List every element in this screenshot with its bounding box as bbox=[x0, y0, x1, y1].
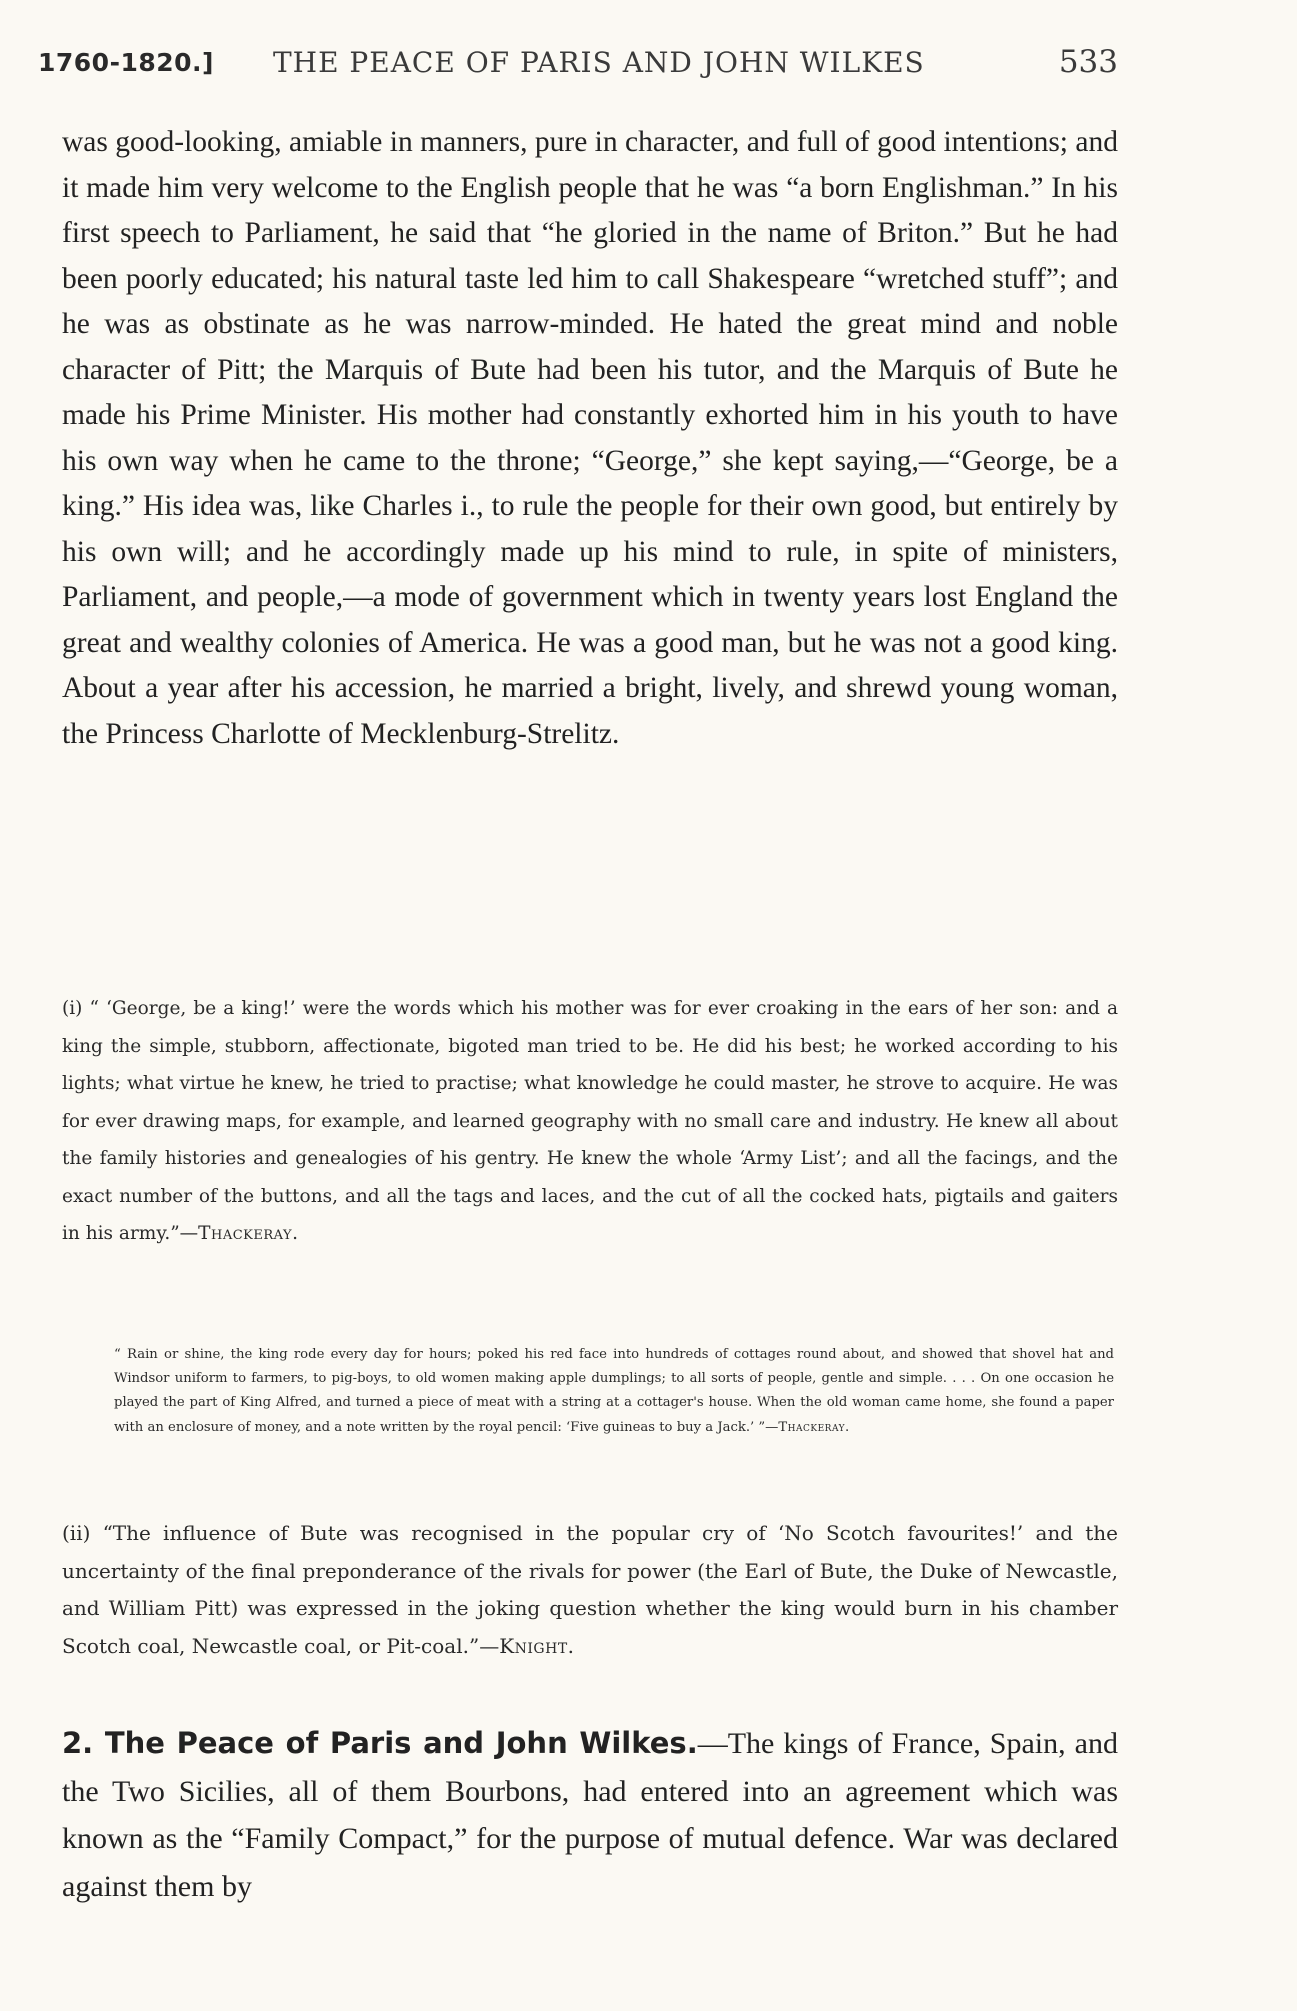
footnote-ii-author: Knight. bbox=[499, 1633, 575, 1658]
page-number: 533 bbox=[1058, 44, 1118, 80]
quote-text: “ Rain or shine, the king rode every day for hours; poked his red face into hundreds of cottages round about, and showed that shovel hat and Windsor uniform to farmers, to pig-boys, to old women making apple dumplings; to all sorts of people, gentle and simple. . . . On one occasion he played the part of King Alfred, and turned a piece of meat with a string at a cottager's house. When the old woman came home, she found a paper with an enclosure of money, and a note written by the royal pencil: ‘Five guineas to buy a Jack.’ ”— bbox=[114, 1347, 1114, 1435]
body-paragraph: was good-looking, amiable in manners, pure in character, and full of good intentions; and it made him very welcome to the English people that he was “a born Englishman.” In his first speech to Parliament, he said that “he gloried in the name of Briton.” But he had been poorly educated; his natural taste led him to call Shakespeare “wretched stuff”; and he was as obstinate as he was narrow-minded. He hated the great mind and noble character of Pitt; the Marquis of Bute had been his tutor, and the Marquis of Bute he made his Prime Minister. His mother had constantly exhorted him in his youth to have his own way when he came to the throne; “George,” she kept saying,—“George, be a king.” His idea was, like Charles i., to rule the people for their own good, but entirely by his own will; and he accordingly made up his mind to rule, in spite of ministers, Parliament, and people,—a mode of government which in twenty years lost England the great and wealthy colonies of America. He was a good man, but he was not a good king. About a year after his accession, he married a bright, lively, and shrewd young woman, the Princess Charlotte of Mecklenburg-Strelitz. bbox=[62, 126, 1118, 750]
section-2-text: —The kings of France, Spain, and the Two Sicilies, all of them Bourbons, had entered into an agreement which was known as the “Family Compact,” for the purpose of mutual defence. War was declared against them by bbox=[62, 1727, 1118, 1903]
header-date-range: 1760-1820.] bbox=[38, 48, 214, 77]
footnote-i-text: (i) “ ‘George, be a king!’ were the words which his mother was for ever croaking in the ears of her son: and a king the simple, stubborn, affectionate, bigoted man tried to be. He did his best; he worked according to his lights; what virtue he knew, he tried to practise; what knowledge he could master, he strove to acquire. He was for ever drawing maps, for example, and learned geography with no small care and industry. He knew all about the family histories and genealogies of his gentry. He knew the whole ‘Army List’; and all the facings, and the exact number of the buttons, and all the tags and laces, and the cut of all the cocked hats, pigtails and gaiters in his army.”— bbox=[62, 998, 1118, 1244]
section-heading: 2. The Peace of Paris and John Wilkes. bbox=[62, 1726, 698, 1760]
quote-author: Thackeray. bbox=[778, 1419, 850, 1435]
thackeray-quote bbox=[114, 1343, 1114, 1440]
footnote-i bbox=[62, 990, 1118, 1253]
footnote-i-author: Thackeray. bbox=[198, 1223, 299, 1244]
running-header bbox=[38, 44, 1118, 84]
header-title: THE PEACE OF PARIS AND JOHN WILKES bbox=[273, 46, 925, 79]
section-2-paragraph bbox=[62, 1720, 1118, 1910]
footnote-ii bbox=[62, 1515, 1118, 1665]
footnote-ii-text: (ii) “The influence of Bute was recognised in the popular cry of ‘No Scotch favourites!’ and the uncertainty of the final preponderance of the rivals for power (the Earl of Bute, the Duke of Newcastle, and William Pitt) was expressed in the joking question whether the king would burn in his chamber Scotch coal, Newcastle coal, or Pit-coal.”— bbox=[62, 1521, 1118, 1658]
